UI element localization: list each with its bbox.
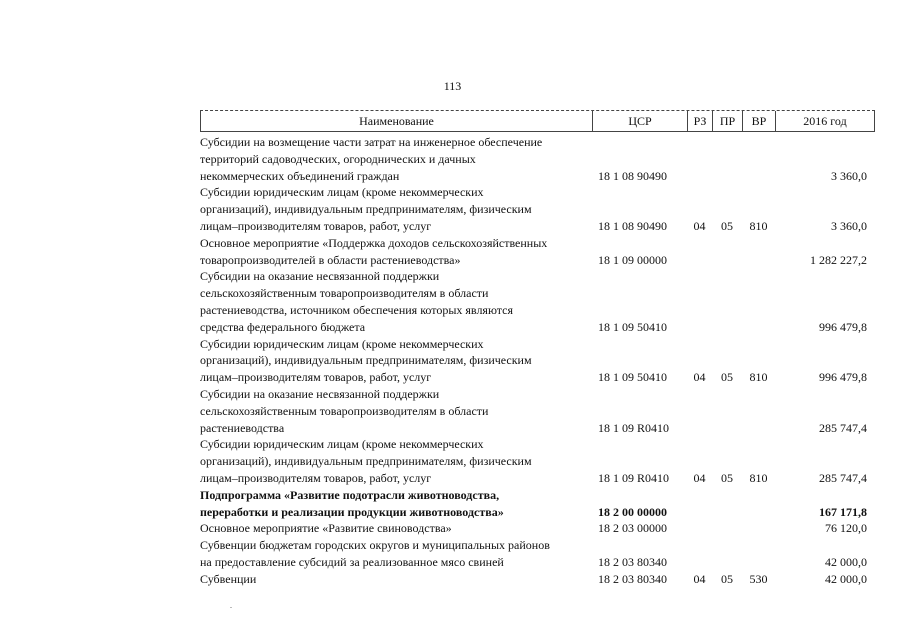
row-name-line: лицам–производителям товаров, работ, услуг bbox=[200, 370, 432, 385]
row-name-line: Субвенции бюджетам городских округов и муниципальных районов bbox=[200, 538, 550, 553]
row-name-line: товаропроизводителей в области растениеводства» bbox=[200, 252, 461, 267]
row-name-line: растениеводства bbox=[200, 420, 285, 435]
row-vr: 810 bbox=[749, 218, 768, 233]
row-name-line: организаций), индивидуальным предпринимателям, физическим bbox=[200, 202, 532, 217]
row-name-line: переработки и реализации продукции животноводства» bbox=[200, 504, 504, 519]
row-name bbox=[200, 268, 592, 335]
row-amount: 1 282 227,2 bbox=[810, 252, 867, 267]
row-name-line: сельскохозяйственным товаропроизводителям в области bbox=[200, 403, 489, 418]
header-name: Наименование bbox=[200, 111, 592, 131]
row-vr: 810 bbox=[749, 370, 768, 385]
row-rz: 04 bbox=[693, 571, 706, 586]
row-name-line: лицам–производителям товаров, работ, услуг bbox=[200, 470, 432, 485]
row-name-line: растениеводства, источником обеспечения которых являются bbox=[200, 302, 513, 317]
header-csr: ЦСР bbox=[592, 111, 687, 131]
row-amount: 996 479,8 bbox=[819, 319, 867, 334]
row-pr: 05 bbox=[721, 571, 733, 586]
row-name-line: на предоставление субсидий за реализованное мясо свиней bbox=[200, 554, 504, 569]
row-name-line: Подпрограмма «Развитие подотрасли животноводства, bbox=[200, 487, 500, 502]
row-pr: 05 bbox=[721, 218, 733, 233]
row-name-line: Субсидии на оказание несвязанной поддержки bbox=[200, 269, 440, 284]
row-csr: 18 1 08 90490 bbox=[598, 168, 667, 183]
table-body bbox=[200, 134, 875, 588]
table-row bbox=[200, 235, 875, 269]
header-year: 2016 год bbox=[775, 111, 875, 131]
table-row bbox=[200, 336, 875, 386]
row-name-line: Основное мероприятие «Поддержка доходов сельскохозяйственных bbox=[200, 235, 548, 250]
row-rz: 04 bbox=[693, 470, 706, 485]
table-row bbox=[200, 268, 875, 335]
table-row bbox=[200, 436, 875, 486]
page-number: 113 bbox=[443, 79, 462, 93]
row-csr: 18 1 09 R0410 bbox=[598, 420, 670, 435]
table-header bbox=[200, 110, 875, 132]
row-name bbox=[200, 537, 592, 571]
row-csr: 18 1 09 50410 bbox=[598, 319, 667, 334]
row-csr: 18 1 08 90490 bbox=[598, 218, 667, 233]
table-row bbox=[200, 134, 875, 184]
row-pr: 05 bbox=[721, 470, 733, 485]
row-name bbox=[200, 520, 592, 537]
row-name-line: некоммерческих объединений граждан bbox=[200, 168, 400, 183]
row-name-line: Основное мероприятие «Развитие свиноводства» bbox=[200, 521, 452, 536]
row-csr: 18 2 00 00000 bbox=[598, 504, 667, 519]
table-row bbox=[200, 386, 875, 436]
row-name-line: сельскохозяйственным товаропроизводителям в области bbox=[200, 286, 489, 301]
row-amount: 285 747,4 bbox=[819, 470, 867, 485]
row-amount: 76 120,0 bbox=[825, 521, 867, 536]
header-rz: РЗ bbox=[687, 111, 712, 131]
row-csr: 18 1 09 50410 bbox=[598, 370, 667, 385]
row-name bbox=[200, 235, 592, 269]
scan-speck bbox=[230, 607, 232, 608]
row-name-line: Субсидии на оказание несвязанной поддержки bbox=[200, 386, 440, 401]
row-name bbox=[200, 184, 592, 234]
table-row bbox=[200, 571, 875, 588]
row-amount: 42 000,0 bbox=[825, 554, 867, 569]
row-name-line: средства федерального бюджета bbox=[200, 319, 366, 334]
row-name bbox=[200, 134, 592, 184]
table-row bbox=[200, 184, 875, 234]
row-amount: 3 360,0 bbox=[831, 218, 867, 233]
row-name-line: Субсидии юридическим лицам (кроме некоммерческих bbox=[200, 437, 484, 452]
row-name bbox=[200, 436, 592, 486]
row-rz: 04 bbox=[693, 218, 706, 233]
row-csr: 18 2 03 00000 bbox=[598, 521, 667, 536]
row-name bbox=[200, 571, 592, 588]
row-vr: 530 bbox=[749, 571, 768, 586]
row-csr: 18 1 09 00000 bbox=[598, 252, 667, 267]
row-amount: 3 360,0 bbox=[831, 168, 867, 183]
row-name-line: Субсидии юридическим лицам (кроме некоммерческих bbox=[200, 336, 484, 351]
row-amount: 996 479,8 bbox=[819, 370, 867, 385]
header-vr: ВР bbox=[742, 111, 775, 131]
row-name-line: организаций), индивидуальным предпринимателям, физическим bbox=[200, 454, 532, 469]
row-rz: 04 bbox=[693, 370, 706, 385]
row-csr: 18 2 03 80340 bbox=[598, 554, 667, 569]
row-name-line: Субсидии юридическим лицам (кроме некоммерческих bbox=[200, 185, 484, 200]
row-vr: 810 bbox=[749, 470, 768, 485]
table-row bbox=[200, 487, 875, 521]
row-pr: 05 bbox=[721, 370, 733, 385]
row-name-line: лицам–производителям товаров, работ, услуг bbox=[200, 218, 432, 233]
row-csr: 18 1 09 R0410 bbox=[598, 470, 670, 485]
row-name-line: Субсидии на возмещение части затрат на инженерное обеспечение bbox=[200, 135, 543, 149]
row-name bbox=[200, 336, 592, 386]
header-pr: ПР bbox=[712, 111, 742, 131]
budget-table bbox=[200, 110, 875, 588]
row-csr: 18 2 03 80340 bbox=[598, 571, 667, 586]
row-name-line: Субвенции bbox=[200, 571, 257, 586]
row-amount: 42 000,0 bbox=[825, 571, 867, 586]
row-amount: 285 747,4 bbox=[819, 420, 867, 435]
row-amount: 167 171,8 bbox=[819, 504, 867, 519]
row-name-line: организаций), индивидуальным предпринимателям, физическим bbox=[200, 353, 532, 368]
table-row bbox=[200, 537, 875, 571]
row-name bbox=[200, 386, 592, 436]
row-name-line: территорий садоводческих, огороднических и дачных bbox=[200, 151, 476, 166]
row-name bbox=[200, 487, 592, 521]
table-row bbox=[200, 520, 875, 537]
